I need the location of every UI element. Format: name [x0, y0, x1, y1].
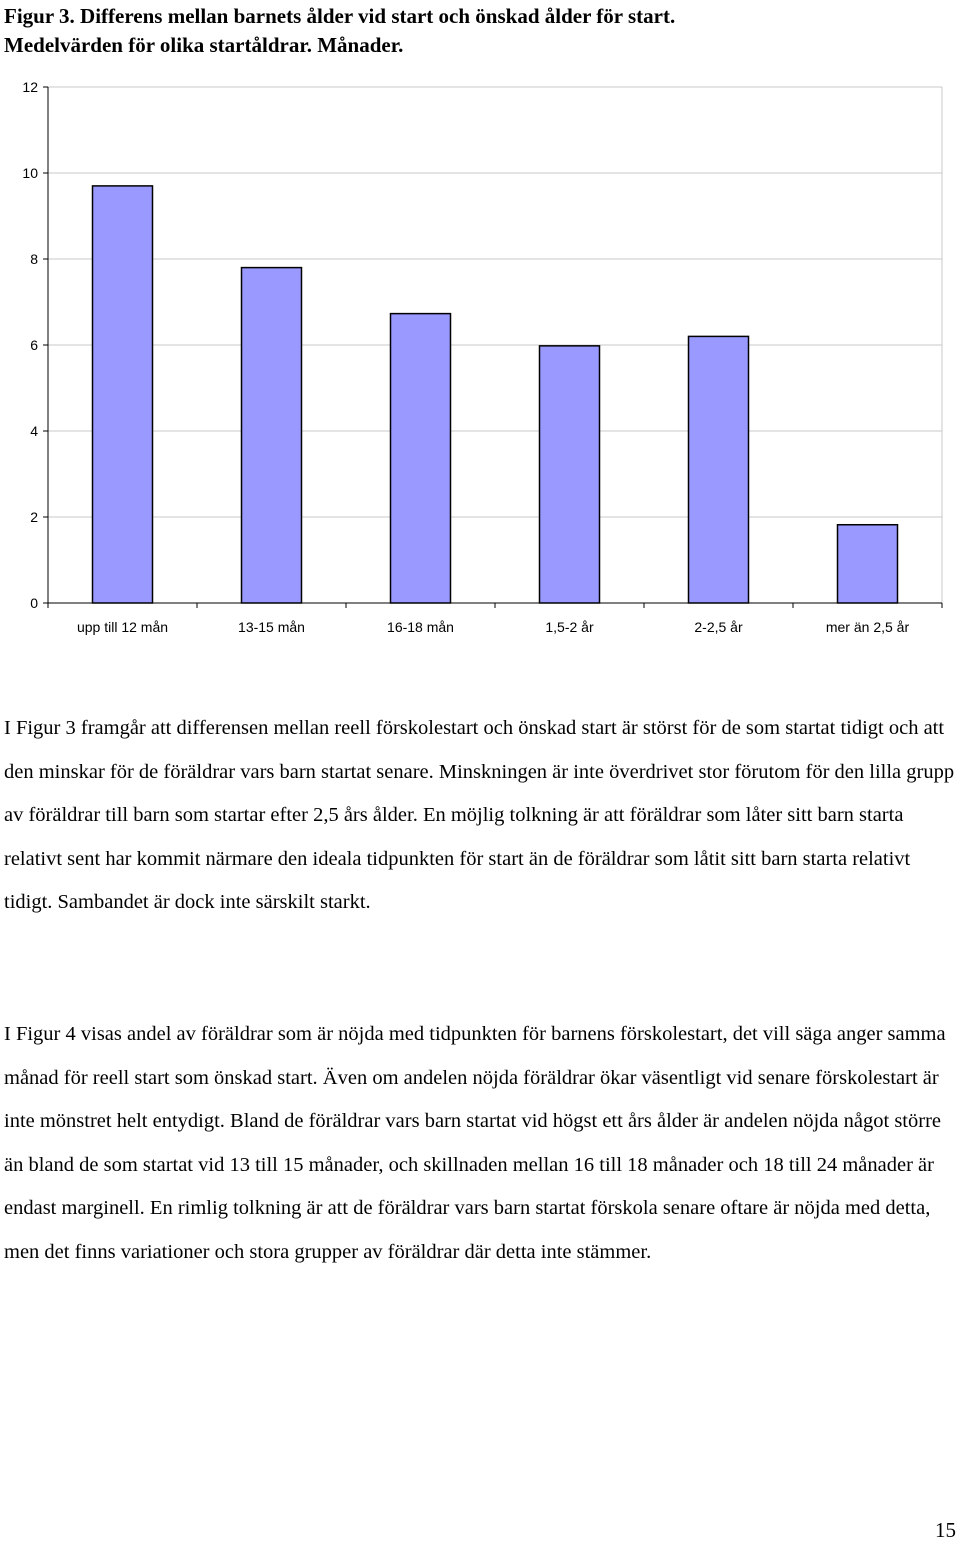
- page-number: 15: [935, 1518, 956, 1542]
- y-tick-label: 6: [30, 337, 38, 353]
- figure-title: [4, 2, 954, 60]
- x-tick-label: 13-15 mån: [238, 619, 305, 635]
- x-tick-label: 1,5-2 år: [545, 619, 594, 635]
- paragraph-2: I Figur 4 visas andel av föräldrar som är nöjda med tidpunkten för barnens förskolestart, det vill säga anger samma månad för reell start som önskad start. Även om andelen nöjda föräldrar ökar väsentligt vid senare förskolestart är inte mönstret helt entydigt. Bland de föräldrar vars barn startat vid högst ett års ålder är andelen nöjda något större än bland de som startat vid 13 till 15 månader, och skillnaden mellan 16 till 18 månader och 18 till 24 månader är endast marginell. En rimlig tolkning är att de föräldrar vars barn startat förskola senare oftare är nöjda med detta, men det finns variationer och stora grupper av föräldrar där detta inte stämmer.: [4, 1023, 946, 1263]
- bar: [540, 346, 600, 603]
- figure-title-line2: Medelvärden för olika startåldrar. Månader.: [4, 33, 404, 57]
- y-tick-label: 4: [30, 423, 38, 439]
- x-tick-label: upp till 12 mån: [76, 619, 169, 635]
- bar: [838, 525, 898, 603]
- x-tick-label: mer än 2,5 år: [825, 619, 910, 635]
- x-tick-label: 2-2,5 år: [694, 619, 743, 635]
- bar-chart: [0, 70, 960, 650]
- chart-bars: [93, 186, 898, 603]
- paragraph-1: I Figur 3 framgår att differensen mellan reell förskolestart och önskad start är störst för de som startat tidigt och att den minskar för de föräldrar vars barn startat senare. Minskningen är inte överdrivet stor förutom för den lilla grupp av föräldrar till barn som startar efter 2,5 års ålder. En möjlig tolkning är att föräldrar som låter sitt barn starta relativt sent har kommit närmare den ideala tidpunkten för start än de föräldrar som låtit sitt barn starta relativt tidigt. Sambandet är dock inte särskilt starkt.: [4, 717, 955, 913]
- x-tick-label: 16-18 mån: [387, 619, 454, 635]
- bar: [242, 268, 302, 603]
- bar: [391, 314, 451, 603]
- figure-title-line1: Figur 3. Differens mellan barnets ålder vid start och önskad ålder för start.: [4, 4, 676, 28]
- chart-labels: [22, 79, 909, 635]
- chart-gridlines: [48, 87, 942, 603]
- bar: [689, 336, 749, 603]
- y-tick-label: 0: [30, 595, 38, 611]
- bar: [93, 186, 153, 603]
- y-tick-label: 12: [22, 79, 38, 95]
- y-tick-label: 2: [30, 509, 38, 525]
- chart-axes: [43, 87, 942, 608]
- y-tick-label: 10: [22, 165, 38, 181]
- y-tick-label: 8: [30, 251, 38, 267]
